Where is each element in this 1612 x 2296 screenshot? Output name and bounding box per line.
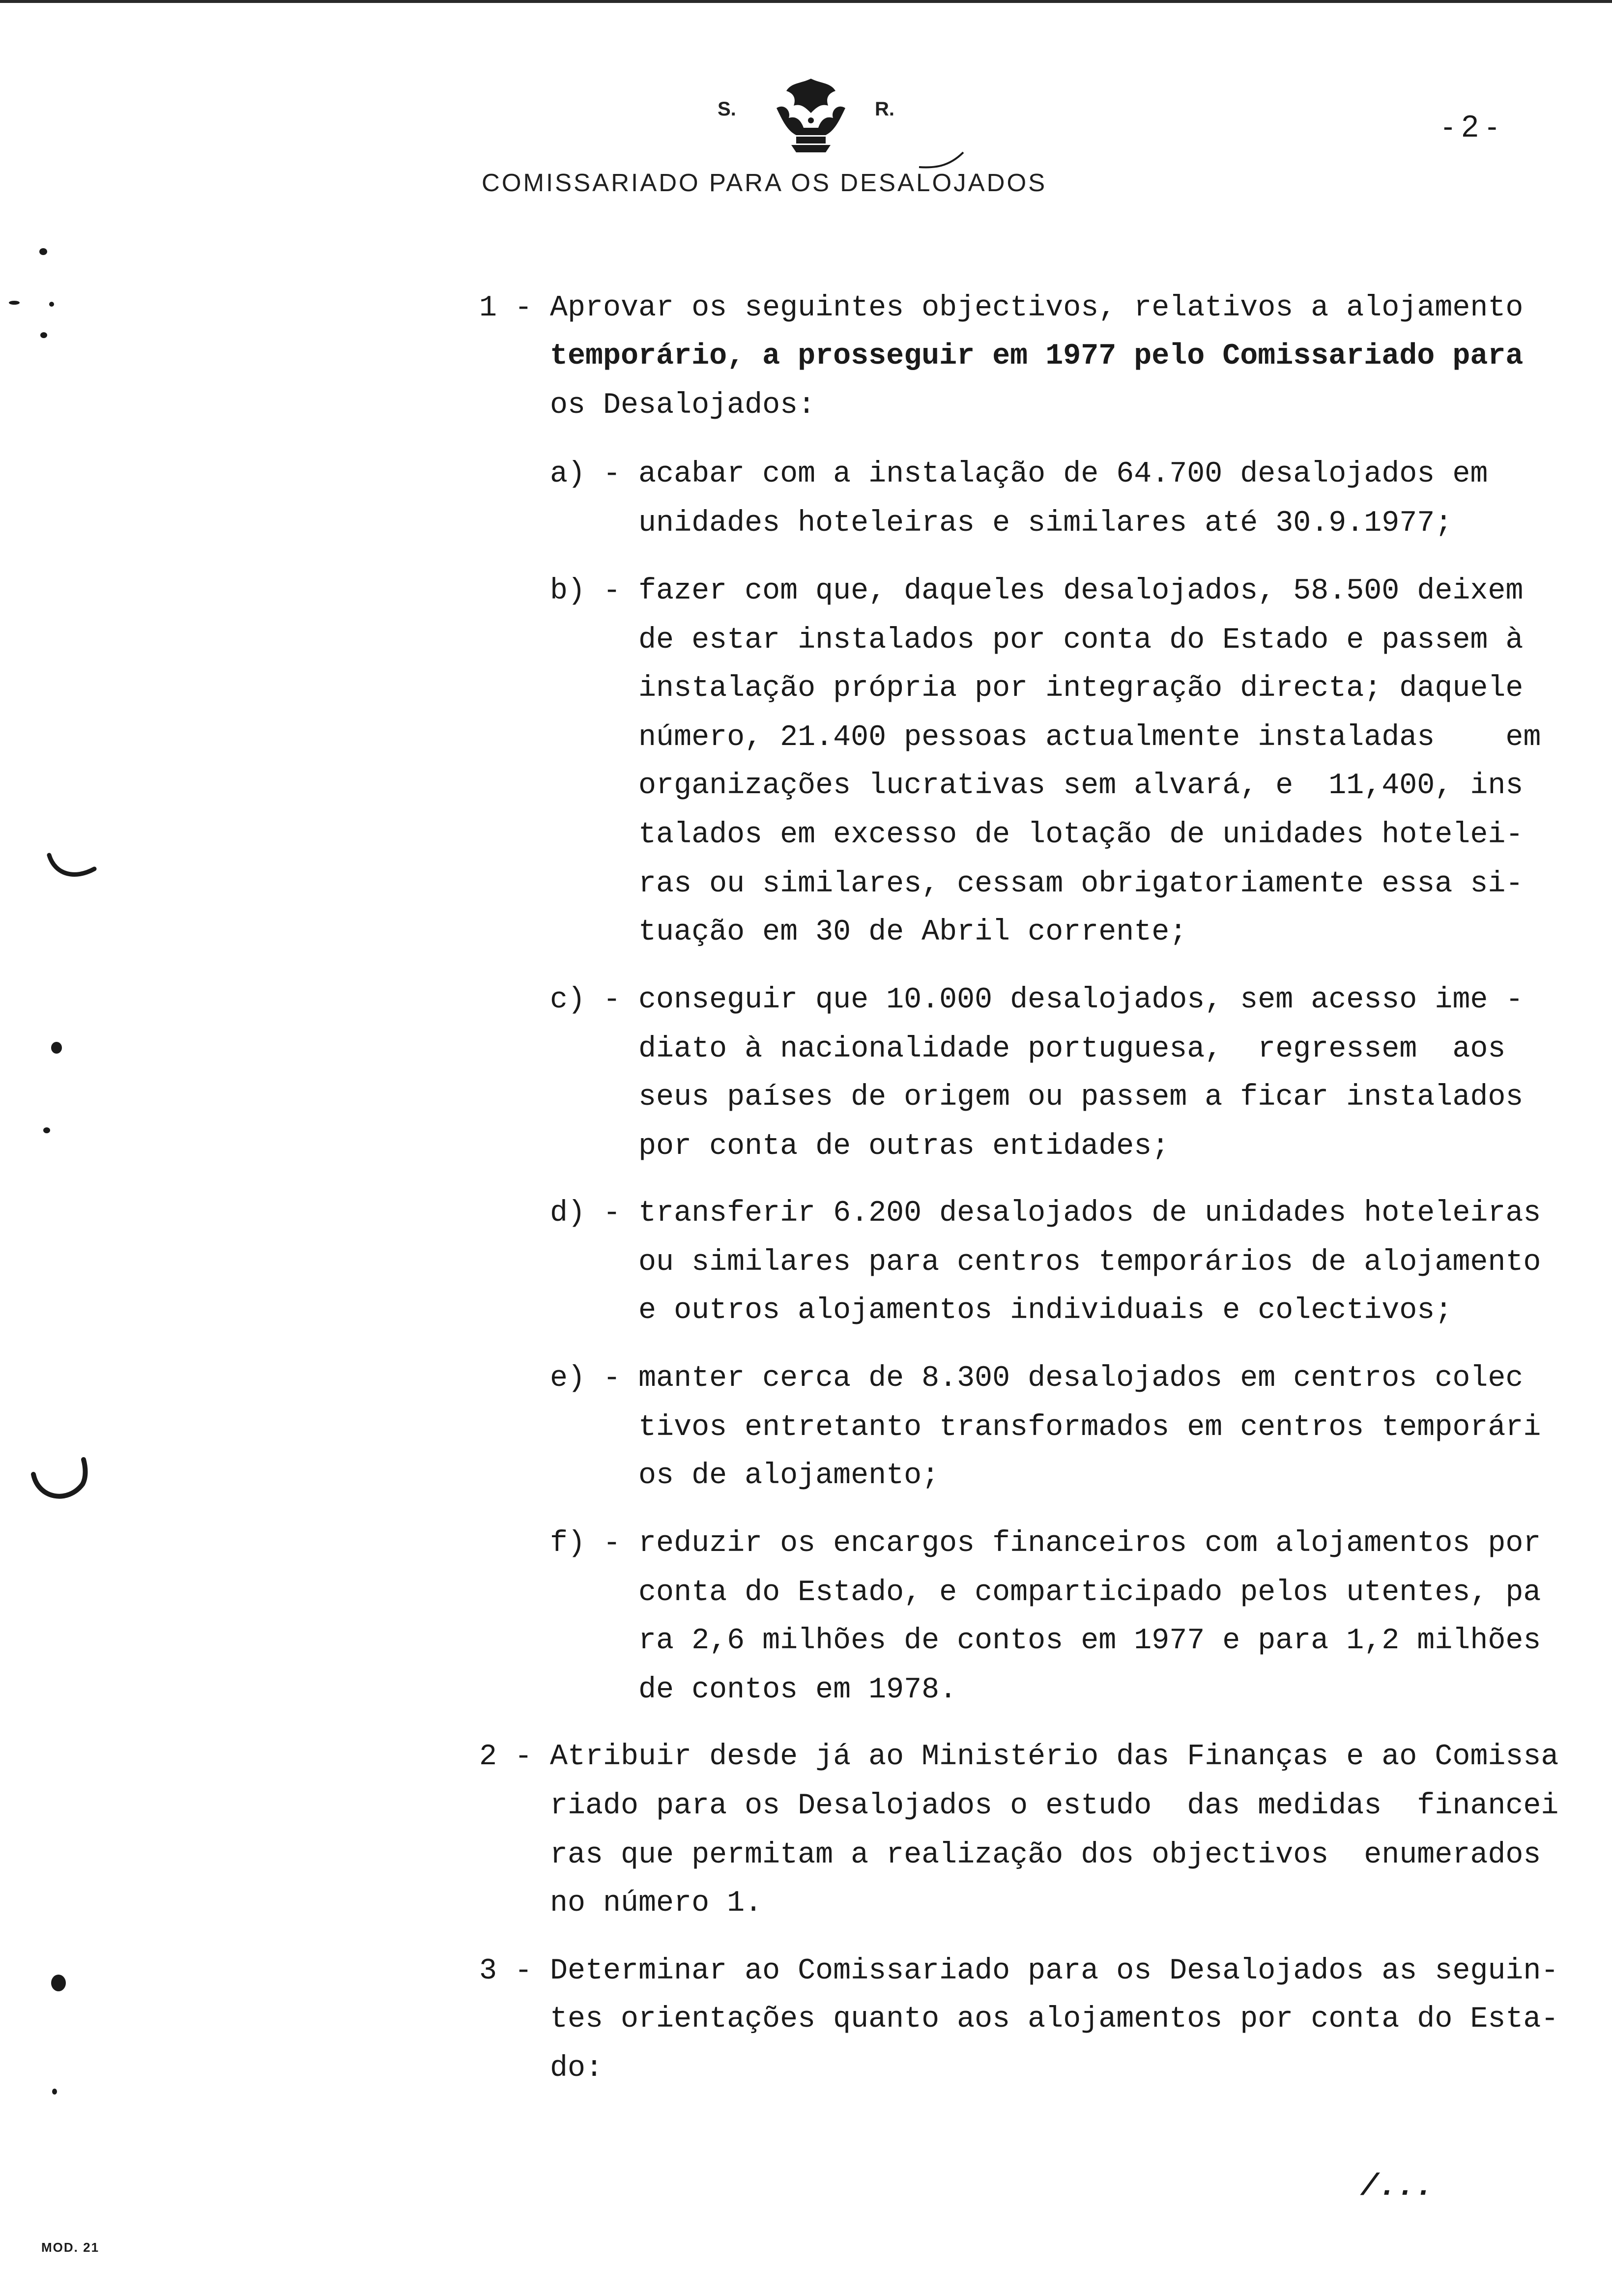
body-line: os Desalojados:	[479, 389, 816, 422]
organization-name: COMISSARIADO PARA OS DESALOJADOS	[482, 169, 1047, 197]
body-line: número, 21.400 pessoas actualmente instaladas em	[479, 721, 1541, 754]
margin-mark	[39, 248, 47, 255]
margin-mark	[51, 1975, 66, 1991]
body-line: b) - fazer com que, daqueles desalojados, 58.500 deixem	[479, 574, 1524, 608]
margin-mark	[9, 301, 20, 305]
margin-mark	[51, 1042, 62, 1054]
body-line: instalação própria por integração directa; daquele	[479, 672, 1524, 705]
top-rule	[0, 0, 1612, 3]
body-line: de estar instalados por conta do Estado e passem à	[479, 624, 1524, 657]
body-line: unidades hoteleiras e similares até 30.9.1977;	[479, 507, 1453, 540]
body-line: c) - conseguir que 10.000 desalojados, sem acesso ime -	[479, 983, 1524, 1017]
body-line: talados em excesso de lotação de unidades hotelei-	[479, 818, 1524, 852]
body-line: ras que permitam a realização dos objectivos enumerados	[479, 1838, 1541, 1872]
letterhead-emblem	[718, 69, 904, 157]
margin-mark	[43, 1127, 50, 1133]
body-line: no número 1.	[479, 1887, 763, 1920]
body-line: organizações lucrativas sem alvará, e 11,400, ins	[479, 769, 1524, 803]
body-line: a) - acabar com a instalação de 64.700 desalojados em	[479, 458, 1488, 491]
body-line: 3 - Determinar ao Comissariado para os Desalojados as seguin-	[479, 1954, 1559, 1988]
body-line: por conta de outras entidades;	[479, 1130, 1170, 1163]
body-line: riado para os Desalojados o estudo das medidas financei	[479, 1789, 1559, 1823]
form-code-label: MOD. 21	[41, 2240, 100, 2255]
margin-mark	[49, 302, 54, 307]
margin-mark	[40, 332, 47, 338]
body-line: ra 2,6 milhões de contos em 1977 e para 1,2 milhões	[479, 1624, 1541, 1658]
continuation-mark: /...	[1360, 2169, 1434, 2204]
body-line: os de alojamento;	[479, 1459, 940, 1492]
body-line: ou similares para centros temporários de alojamento	[479, 1246, 1541, 1279]
margin-mark	[52, 2089, 57, 2095]
body-line: temporário, a prosseguir em 1977 pelo Comissariado para	[479, 340, 1524, 373]
body-line: tes orientações quanto aos alojamentos por conta do Esta-	[479, 2003, 1559, 2036]
body-line: d) - transferir 6.200 desalojados de unidades hoteleiras	[479, 1197, 1541, 1230]
body-line: do:	[479, 2052, 604, 2085]
body-line: f) - reduzir os encargos financeiros com alojamentos por	[479, 1527, 1541, 1560]
margin-curve-mark	[29, 1455, 92, 1509]
margin-curve-mark	[45, 845, 99, 885]
body-line: 2 - Atribuir desde já ao Ministério das Finanças e ao Comissa	[479, 1740, 1559, 1774]
body-line: tuação em 30 de Abril corrente;	[479, 916, 1187, 949]
body-line: ras ou similares, cessam obrigatoriamente essa si-	[479, 867, 1524, 901]
coat-of-arms-icon	[767, 69, 855, 157]
body-line: seus países de origem ou passem a ficar instalados	[479, 1081, 1524, 1114]
emblem-right-letter: R.	[875, 98, 894, 120]
page-number: - 2 -	[1443, 110, 1497, 144]
body-line: tivos entretanto transformados em centros temporári	[479, 1411, 1541, 1444]
body-line: diato à nacionalidade portuguesa, regressem aos	[479, 1033, 1506, 1066]
body-line: de contos em 1978.	[479, 1673, 957, 1707]
emblem-left-letter: S.	[718, 98, 736, 120]
body-line: e) - manter cerca de 8.300 desalojados em centros colec	[479, 1362, 1524, 1395]
body-line: 1 - Aprovar os seguintes objectivos, relativos a alojamento	[479, 291, 1524, 325]
body-line: conta do Estado, e comparticipado pelos utentes, pa	[479, 1576, 1541, 1609]
body-line: e outros alojamentos individuais e colectivos;	[479, 1294, 1453, 1327]
